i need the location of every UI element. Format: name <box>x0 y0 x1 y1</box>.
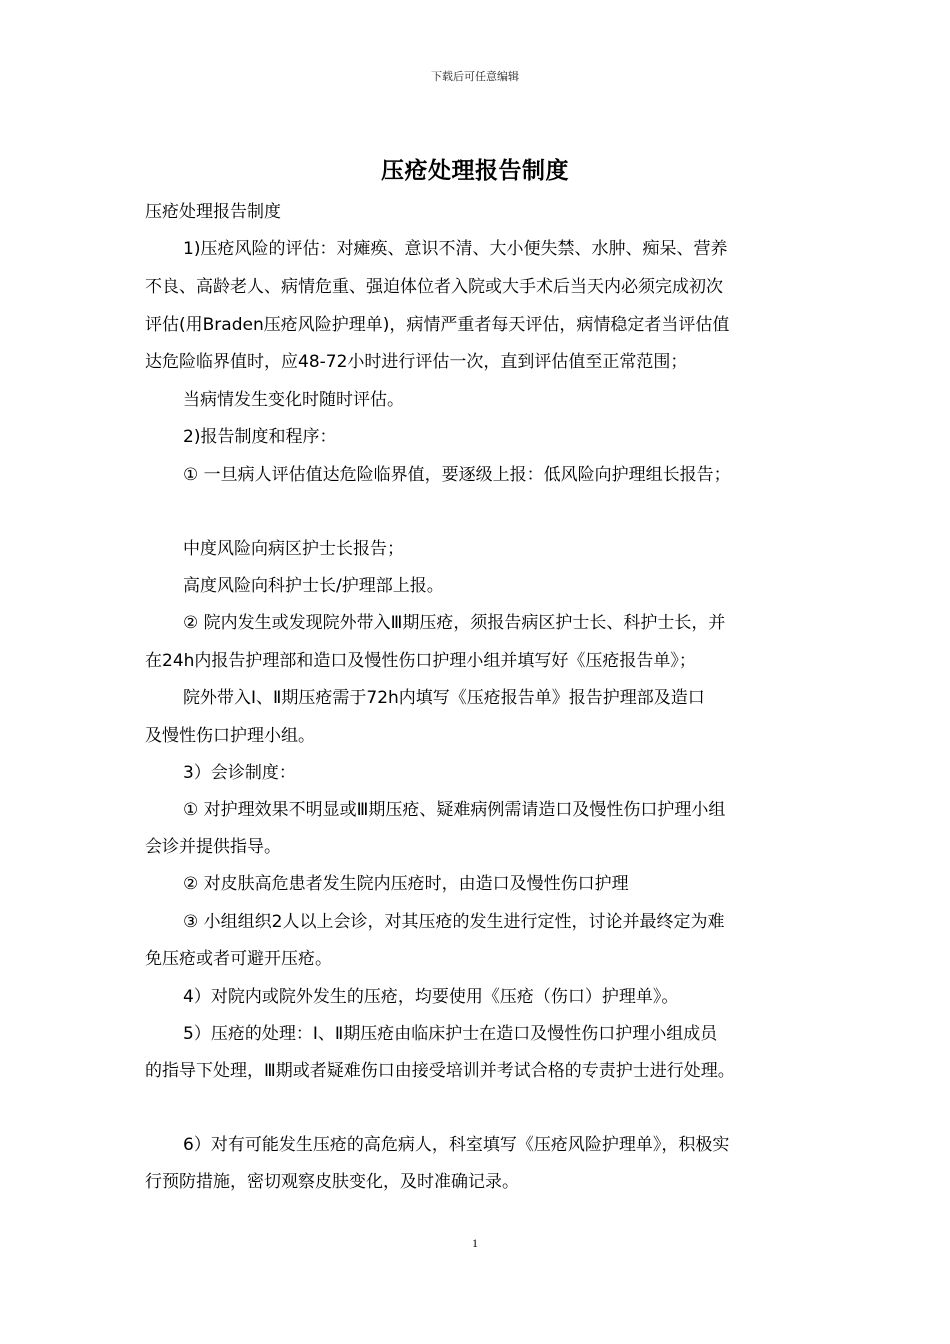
paragraph-line: ① 对护理效果不明显或Ⅲ期压疮、疑难病例需请造口及慢性伤口护理小组 <box>183 800 726 820</box>
paragraph-line: 行预防措施，密切观察皮肤变化，及时准确记录。 <box>145 1172 519 1192</box>
header-note: 下载后可任意编辑 <box>431 70 519 83</box>
paragraph-line: 2)报告制度和程序： <box>183 427 337 447</box>
subtitle-line: 压疮处理报告制度 <box>145 202 281 222</box>
paragraph-line: 评估(用Braden压疮风险护理单)，病情严重者每天评估，病情稳定者当评估值 <box>145 315 730 335</box>
paragraph-line: 在24h内报告护理部和造口及慢性伤口护理小组并填写好《压疮报告单》； <box>145 651 696 671</box>
paragraph-line: 会诊并提供指导。 <box>145 837 281 857</box>
paragraph-line: ② 对皮肤高危患者发生院内压疮时，由造口及慢性伤口护理 <box>183 874 629 894</box>
paragraph-line: 4）对院内或院外发生的压疮，均要使用《压疮（伤口）护理单》。 <box>183 987 679 1007</box>
paragraph-line: 高度风险向科护士长/护理部上报。 <box>183 576 444 596</box>
paragraph-line: 不良、高龄老人、病情危重、强迫体位者入院或大手术后当天内必须完成初次 <box>145 277 723 297</box>
paragraph-line: 的指导下处理，Ⅲ期或者疑难伤口由接受培训并考试合格的专责护士进行处理。 <box>145 1061 735 1081</box>
paragraph-line: ① 一旦病人评估值达危险临界值，要逐级上报：低风险向护理组长报告； <box>183 465 731 485</box>
paragraph-line: ② 院内发生或发现院外带入Ⅲ期压疮，须报告病区护士长、科护士长，并 <box>183 613 726 633</box>
paragraph-line: 达危险临界值时，应48-72小时进行评估一次，直到评估值至正常范围； <box>145 352 688 372</box>
paragraph-line: ③ 小组组织2人以上会诊，对其压疮的发生进行定性，讨论并最终定为难 <box>183 912 725 932</box>
paragraph-line: 1)压疮风险的评估：对瘫痪、意识不清、大小便失禁、水肿、痴呆、营养 <box>183 239 728 259</box>
paragraph-line: 院外带入Ⅰ、Ⅱ期压疮需于72h内填写《压疮报告单》报告护理部及造口 <box>183 688 705 708</box>
paragraph-line: 及慢性伤口护理小组。 <box>145 726 315 746</box>
paragraph-line: 中度风险向病区护士长报告； <box>183 539 404 559</box>
paragraph-line: 6）对有可能发生压疮的高危病人，科室填写《压疮风险护理单》，积极实 <box>183 1135 730 1155</box>
paragraph-line: 5）压疮的处理：Ⅰ、Ⅱ期压疮由临床护士在造口及慢性伤口护理小组成员 <box>183 1024 718 1044</box>
paragraph-line: 免压疮或者可避开压疮。 <box>145 949 332 969</box>
paragraph-line: 当病情发生变化时随时评估。 <box>183 390 404 410</box>
page-number: 1 <box>472 1236 478 1250</box>
paragraph-line: 3）会诊制度： <box>183 763 296 783</box>
document-title: 压疮处理报告制度 <box>381 158 569 184</box>
